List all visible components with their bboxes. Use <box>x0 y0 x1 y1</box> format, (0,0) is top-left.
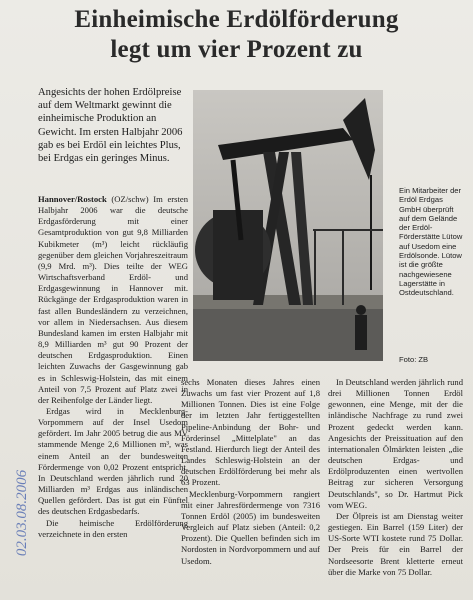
paragraph-5: Mecklenburg-Vorpommern rangiert mit einer Jahresfördermenge von 7316 Tonnen Erdöl (2005) im bundesweiten Vergleich auf Platz sieben (Anteil: 0,2 Prozent). Die Quellen befinden sich im Nordosten in Nordvorpommern und auf Usedom. <box>181 488 320 566</box>
oil-pump-photo <box>193 90 383 361</box>
paragraph-1 <box>38 194 188 406</box>
lead-paragraph: Angesichts der hohen Erdölpreise auf dem Weltmarkt gewinnt die einheimische Produktion an Gewicht. Im ersten Halbjahr 2006 gab es bei Erdöl ein leichtes Plus, bei Erdgas ein geringes Minus. <box>38 87 183 165</box>
paragraph-3: Die heimische Erdölförderung verzeichnete in den ersten <box>38 517 188 539</box>
headline-line-2: legt um vier Prozent zu <box>110 36 363 63</box>
headline-line-1: Einheimische Erdölförderung <box>74 6 399 33</box>
handwritten-date-stamp: 02.03.08.2006 <box>13 469 30 557</box>
paragraph-2: Erdgas wird in Mecklenburg-Vorpommern auf der Insel Usedom gefördert. Im Jahr 2005 betrug die aus MV stammende Menge 2,6 Millionen m³, was einem Anteil an der bundesweiten Fördermenge von 0,02 Prozent entspricht. In Deutschland werden jährlich rund 20 Milliarden m³ Erdgas aus inländischen Quellen gefördert. Das ist gut ein Fünftel des deutschen Erdgasbedarfs. <box>38 405 188 517</box>
dateline: Hannover/Rostock <box>38 194 107 204</box>
pumpjack-illustration <box>193 90 383 361</box>
photo-caption: Ein Mitarbeiter der Erdöl Erdgas GmbH überprüft auf dem Gelände der Erdöl-Förderstätte Lütow auf Usedom eine Erdölsonde. Lütow ist die größte nachgewiesene Lagerstätte in Ostdeutschland. <box>399 186 463 298</box>
photo-credit: Foto: ZB <box>399 355 429 364</box>
paragraph-1-text: (OZ/schw) Im ersten Halbjahr 2006 war die deutsche Erdgasförderung mit einer Gesamtproduktion von gut 9,8 Milliarden Kubikmeter (m³) leicht rückläufig gegenüber dem gleichen Vorjahreszeitraum (9,9 Mrd. m³). Dies teilte der WEG Wirtschaftsverband Erdöl- und Erdgasgewinnung in Hannover mit. Rückgänge der Erdgasproduktion waren in fast allen Bundesländern zu verzeichnen, vor allem in Niedersachsen. Aus diesem Bundesland kamen im ersten Halbjahr mit 8,9 Milliarden m³ gut 90 Prozent der deutschen Erdgasproduktion. Einen leichten Zuwachs der Gasgewinnung gab es in Schleswig-Holstein, das mit einem Anteil von 7,5 Prozent auf Platz zwei in der Reihenfolge der Länder liegt. <box>38 194 188 405</box>
article-column-2 <box>181 377 320 567</box>
paragraph-7: Der Ölpreis ist am Dienstag weiter gestiegen. Ein Barrel (159 Liter) der US-Sorte WTI kostete rund 75 Dollar. Der Preis für ein Barrel der Nordseesorte Brent kletterte erneut über die Marke von 75 Dollar. <box>328 510 463 577</box>
paragraph-4: sechs Monaten dieses Jahres einen Zuwachs um fast vier Prozent auf 1,8 Millionen Tonnen. Dies ist eine Folge der im letzten Jahr fertiggestellten Pipeline-Anbindung der Bohr- und Förderinsel „Mittelplate" an das Festland. Hierdurch liegt der Anteil des Landes Schleswig-Holstein an der deutschen Erdölförderung bei mehr als 63 Prozent. <box>181 377 320 488</box>
paragraph-6: In Deutschland werden jährlich rund drei Millionen Tonnen Erdöl gewonnen, eine Menge, mit der die inländische Nachfrage zu rund zwei Prozent gedeckt werden kann. Angesichts der Preissituation auf den internationalen Ölmärkten leisten „die deutschen Erdgas- und Erdölproduzenten einen wertvollen Beitrag zur sicheren Versorgung Deutschlands", so Dr. Hartmut Pick vom WEG. <box>328 377 463 510</box>
article-column-3 <box>328 377 463 578</box>
